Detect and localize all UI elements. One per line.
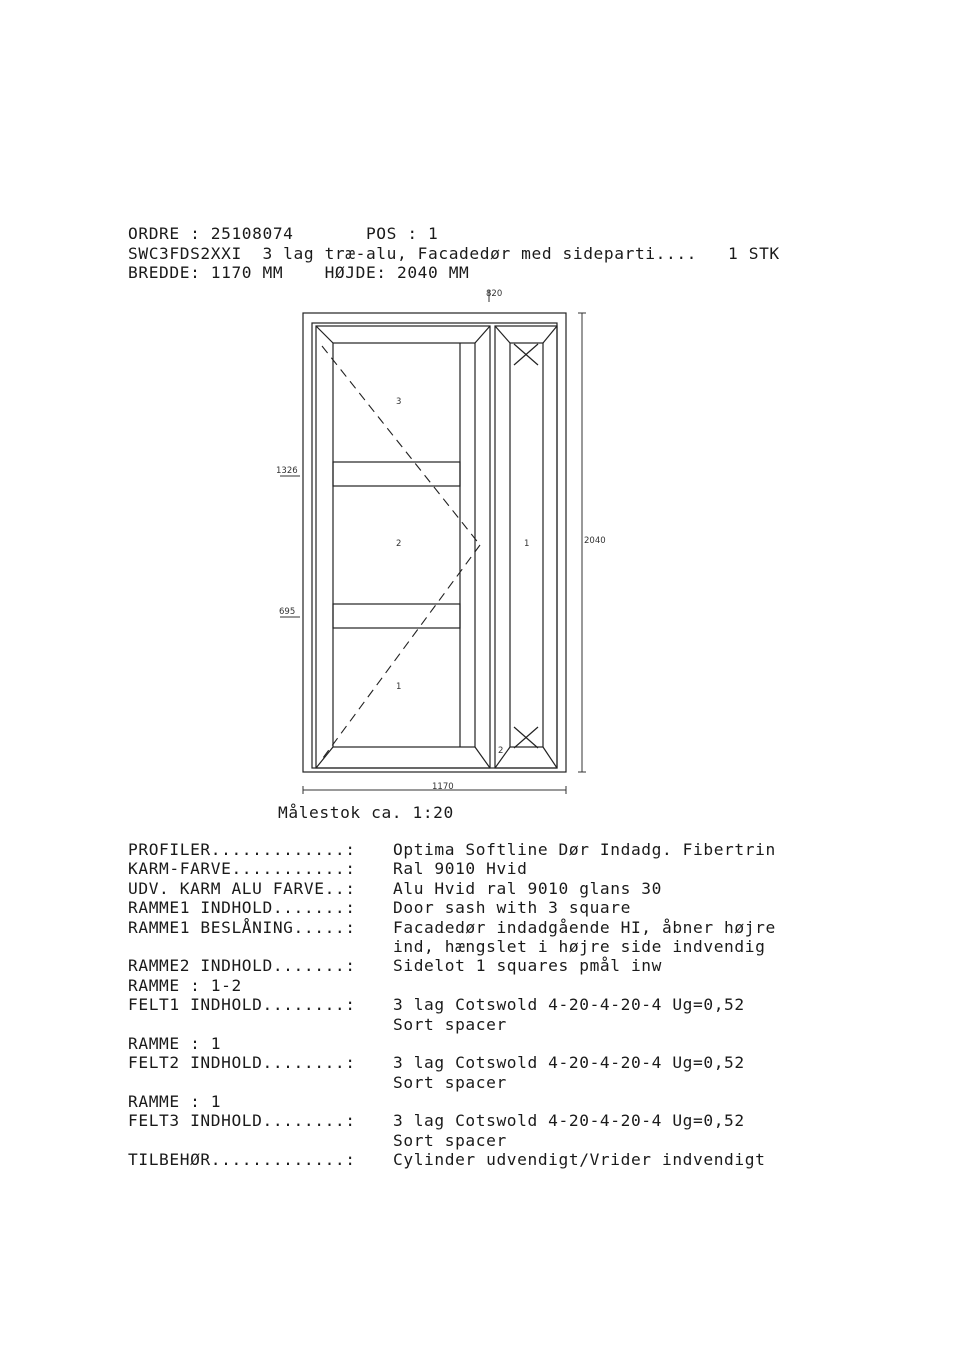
spec-key: FELT2 INDHOLD........: — [128, 1053, 356, 1073]
spec-row — [128, 937, 776, 956]
spec-value: Sidelot 1 squares pmål inw — [393, 956, 662, 976]
opening-line-lower — [320, 545, 480, 762]
spec-key: RAMME1 BESLÅNING.....: — [128, 917, 356, 937]
glazing-bar-lower — [333, 604, 460, 628]
spec-key: RAMME : 1-2 — [128, 975, 242, 995]
sidelight-label: 1 — [524, 539, 530, 549]
spec-row — [128, 976, 776, 995]
spec-row — [128, 859, 776, 878]
spec-value: Alu Hvid ral 9010 glans 30 — [393, 878, 662, 898]
spec-value: Sort spacer — [393, 1014, 507, 1034]
product-line: SWC3FDS2XXI 3 lag træ-alu, Facadedør med sideparti.... 1 STK — [128, 244, 780, 263]
spec-row — [128, 898, 776, 917]
spec-key: RAMME1 INDHOLD.......: — [128, 898, 356, 918]
door-sash-outer — [316, 326, 490, 768]
spec-value: 3 lag Cotswold 4-20-4-20-4 Ug=0,52 — [393, 995, 745, 1015]
spec-value: Cylinder udvendigt/Vrider indvendigt — [393, 1150, 766, 1170]
spec-row — [128, 840, 776, 859]
spec-row — [128, 1150, 776, 1169]
spec-row — [128, 1111, 776, 1130]
spec-key: FELT3 INDHOLD........: — [128, 1111, 356, 1131]
dim-bottom-1170: 1170 — [432, 782, 454, 792]
spec-value: Sort spacer — [393, 1072, 507, 1092]
order-line: ORDRE : 25108074 POS : 1 — [128, 224, 439, 243]
pane-label-1: 1 — [396, 682, 402, 692]
spec-row — [128, 879, 776, 898]
pane-label-3: 3 — [396, 397, 402, 407]
opening-line-upper — [322, 346, 480, 545]
spec-key: KARM-FARVE...........: — [128, 859, 356, 879]
dim-top-820: 820 — [486, 289, 503, 299]
dim-left-1326: 1326 — [276, 466, 298, 476]
glazing-bar-upper — [333, 462, 460, 486]
spec-key: RAMME : 1 — [128, 1092, 222, 1112]
spec-key: TILBEHØR.............: — [128, 1150, 356, 1170]
spec-row — [128, 1034, 776, 1053]
spec-row — [128, 1015, 776, 1034]
spec-key: UDV. KARM ALU FARVE..: — [128, 878, 356, 898]
spec-key: RAMME : 1 — [128, 1033, 222, 1053]
sidelight-bottom-label: 2 — [498, 746, 504, 756]
spec-value: 3 lag Cotswold 4-20-4-20-4 Ug=0,52 — [393, 1053, 745, 1073]
dim-left-695: 695 — [279, 607, 296, 617]
dimensions-line: BREDDE: 1170 MM HØJDE: 2040 MM — [128, 263, 470, 282]
spec-row — [128, 1073, 776, 1092]
scale-note: Målestok ca. 1:20 — [278, 803, 454, 822]
spec-row — [128, 956, 776, 975]
spec-key: FELT1 INDHOLD........: — [128, 995, 356, 1015]
door-sash-inner — [333, 343, 475, 747]
spec-row — [128, 1053, 776, 1072]
spec-value: Door sash with 3 square — [393, 898, 631, 918]
spec-row — [128, 1092, 776, 1111]
spec-value: 3 lag Cotswold 4-20-4-20-4 Ug=0,52 — [393, 1111, 745, 1131]
spec-value: Ral 9010 Hvid — [393, 859, 528, 879]
spec-key: PROFILER.............: — [128, 840, 356, 859]
spec-row — [128, 918, 776, 937]
spec-key: RAMME2 INDHOLD.......: — [128, 956, 356, 976]
inner-frame — [312, 323, 557, 768]
spec-value: Sort spacer — [393, 1130, 507, 1150]
dim-right-2040: 2040 — [584, 536, 606, 546]
pane-label-2: 2 — [396, 539, 402, 549]
spec-row — [128, 1131, 776, 1150]
specification-list — [128, 840, 776, 1170]
spec-value: Facadedør indadgående HI, åbner højre — [393, 917, 776, 937]
spec-value: ind, hængslet i højre side indvendig — [393, 936, 766, 956]
spec-value: Optima Softline Dør Indadg. Fibertrin — [393, 840, 776, 859]
spec-row — [128, 995, 776, 1014]
